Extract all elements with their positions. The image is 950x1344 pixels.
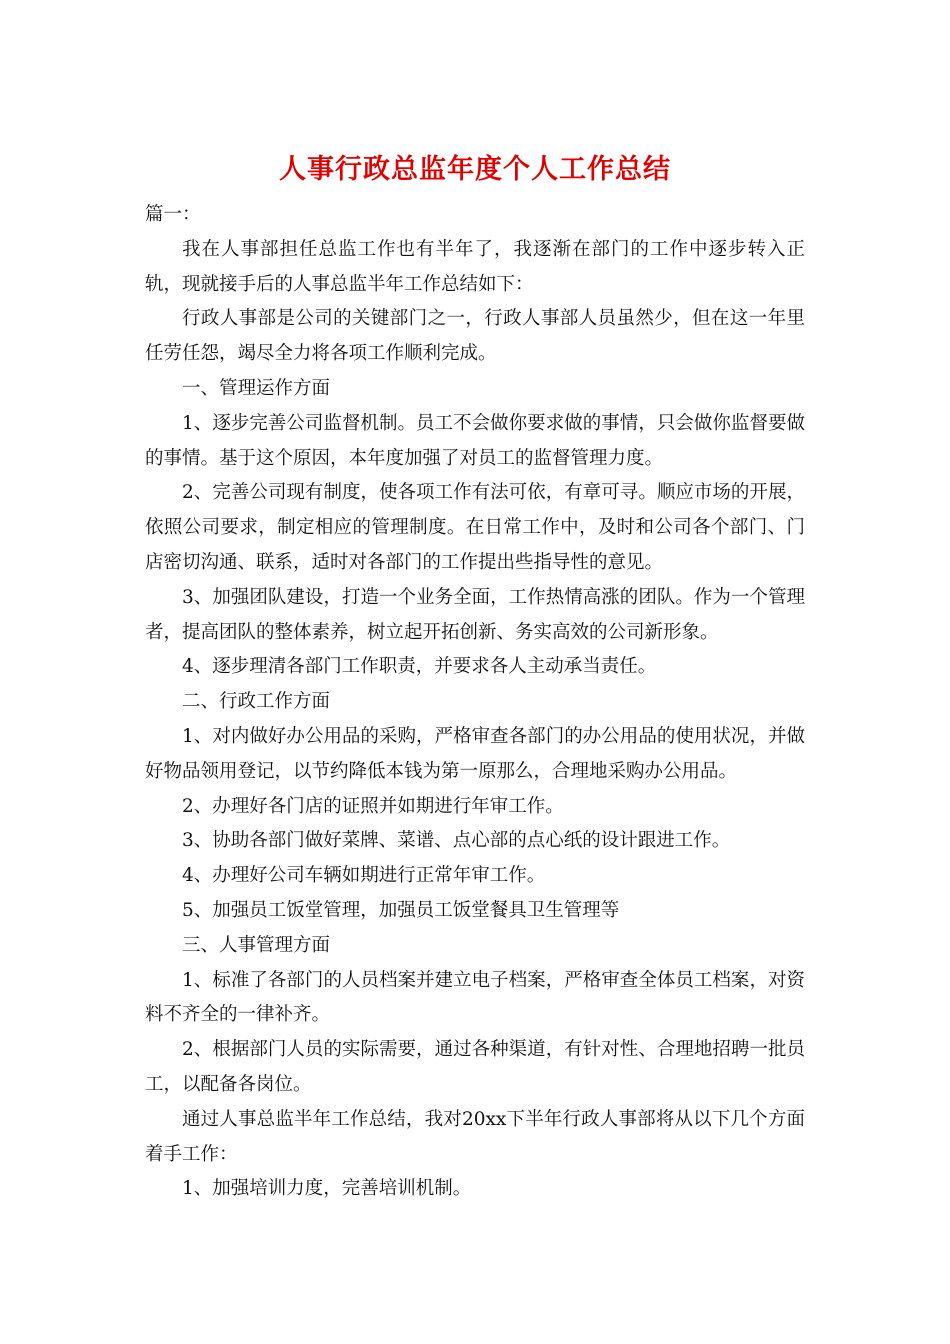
body-paragraph: 我在人事部担任总监工作也有半年了，我逐渐在部门的工作中逐步转入正轨，现就接手后的人事总监半年工作总结如下： [145,238,805,295]
body-paragraph: 2、完善公司现有制度，使各项工作有法可依，有章可寻。顺应市场的开展，依照公司要求，制定相应的管理制度。在日常工作中，及时和公司各个部门、门店密切沟通、联系，适时对各部门的工作提出些指导性的意见。 [145,482,805,573]
body-paragraph: 行政人事部是公司的关键部门之一，行政人事部人员虽然少，但在这一年里任劳任怨，竭尽全力将各项工作顺利完成。 [145,308,805,365]
body-paragraph: 5、加强员工饭堂管理，加强员工饭堂餐具卫生管理等 [182,899,620,921]
body-paragraph: 3、协助各部门做好菜牌、菜谱、点心部的点心纸的设计跟进工作。 [182,830,731,852]
section-heading: 二、行政工作方面 [182,691,331,713]
body-paragraph: 4、逐步理清各部门工作职责，并要求各人主动承当责任。 [182,656,657,678]
body-paragraph: 1、逐步完善公司监督机制。员工不会做你要求做的事情，只会做你监督要做的事情。基于这个原因，本年度加强了对员工的监督管理力度。 [145,412,805,469]
document-title: 人事行政总监年度个人工作总结 [279,154,671,185]
body-paragraph: 3、加强团队建设，打造一个业务全面，工作热情高涨的团队。作为一个管理者，提高团队的整体素养，树立起开拓创新、务实高效的公司新形象。 [145,586,805,643]
section-heading: 一、管理运作方面 [182,377,331,399]
body-paragraph: 2、办理好各门店的证照并如期进行年审工作。 [182,795,564,817]
body-paragraph: 1、对内做好办公用品的采购，严格审查各部门的办公用品的使用状况，并做好物品领用登记，以节约降低本钱为第一原那么，合理地采购办公用品。 [145,725,805,782]
body-paragraph: 2、根据部门人员的实际需要，通过各种渠道，有针对性、合理地招聘一批员工，以配备各岗位。 [145,1039,805,1095]
body-paragraph: 1、标准了各部门的人员档案并建立电子档案，严格审查全体员工档案，对资料不齐全的一律补齐。 [145,969,805,1026]
body-paragraph: 通过人事总监半年工作总结，我对20xx下半年行政人事部将从以下几个方面着手工作： [145,1108,805,1165]
section-label: 篇一： [145,204,201,225]
document-body [145,198,805,1207]
body-paragraph: 4、办理好公司车辆如期进行正常年审工作。 [182,865,546,887]
section-heading: 三、人事管理方面 [182,934,331,956]
body-paragraph: 1、加强培训力度，完善培训机制。 [182,1178,472,1200]
